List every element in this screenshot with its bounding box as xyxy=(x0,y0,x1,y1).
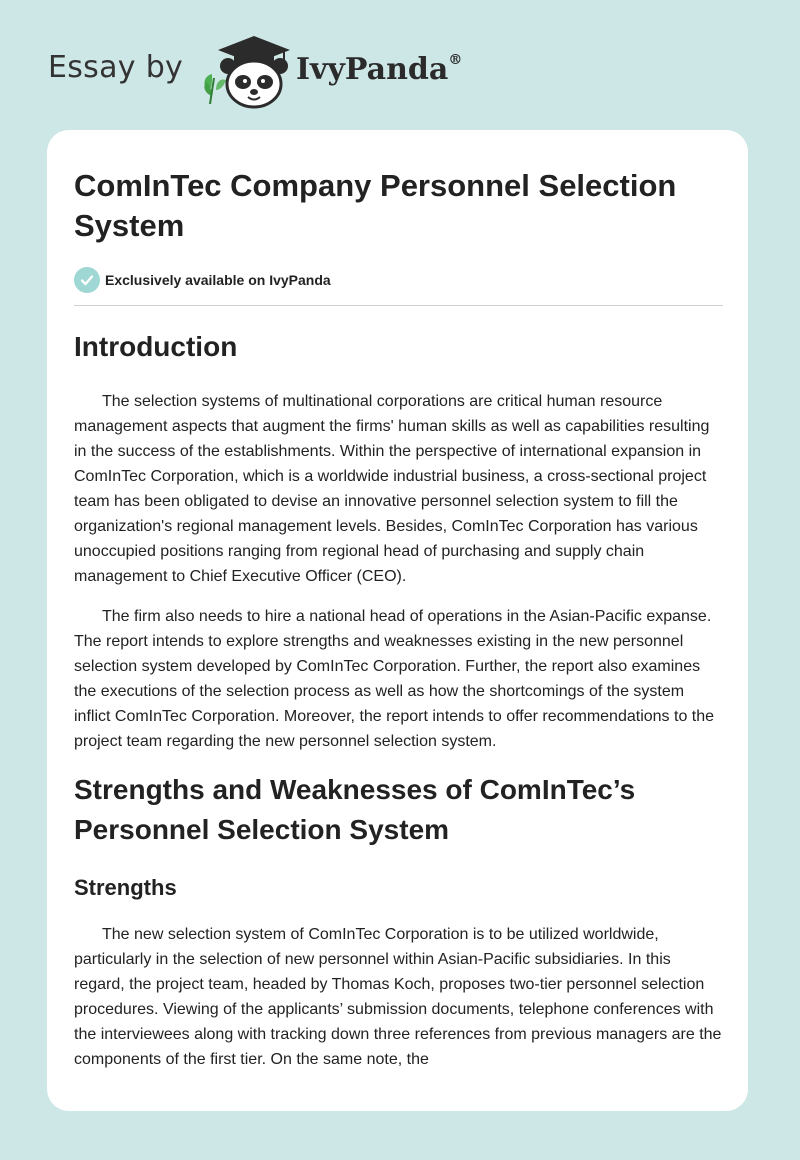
panda-graduate-icon[interactable] xyxy=(198,34,294,110)
strengths-paragraph-1: The new selection system of ComInTec Corporation is to be utilized worldwide, particularly in the selection of new personnel within Asian-Pacific subsidiaries. In this regard, the project team, headed by Thomas Koch, proposes two-tier personnel selection procedures. Viewing of the applicants’ submission documents, telephone conferences with the interviewees along with tracking down three references from previous managers are the components of the first tier. On the same note, the xyxy=(74,926,722,1068)
essay-content xyxy=(74,166,724,1072)
trademark-symbol: ® xyxy=(448,52,463,68)
section-heading-introduction: Introduction xyxy=(74,331,238,362)
introduction-paragraph-2: The firm also needs to hire a national head of operations in the Asian-Pacific expanse. The report intends to explore strengths and weaknesses existing in the new personnel selection system developed by ComInTec Corporation. Further, the report also examines the executions of the selection process as well as how the shortcomings of the system inflict ComInTec Corporation. Moreover, the report intends to offer recommendations to the project team regarding the new personnel selection system. xyxy=(74,608,715,750)
essay-by-label: Essay by xyxy=(48,50,184,85)
introduction-paragraph-1: The selection systems of multinational corporations are critical human resource management aspects that augment the firms' human skills as well as capabilities resulting in the success of the establishments. Within the perspective of international expansion in ComInTec Corporation, which is a worldwide industrial business, a cross-sectional project team has been obligated to devise an innovative personnel selection system to fill the organization's regional management levels. Besides, ComInTec Corporation has various unoccupied positions ranging from regional head of purchasing and supply chain management to Chief Executive Officer (CEO). xyxy=(74,393,710,585)
exclusive-badge-text: Exclusively available on IvyPanda xyxy=(105,272,331,288)
title-divider xyxy=(74,305,723,306)
essay-title: ComInTec Company Personnel Selection System xyxy=(74,168,677,243)
brand-name[interactable] xyxy=(296,52,462,87)
subheading-strengths: Strengths xyxy=(74,875,177,900)
check-icon xyxy=(74,267,100,293)
exclusive-badge xyxy=(74,266,724,294)
brand-name-text: IvyPanda xyxy=(296,52,449,87)
essay-card xyxy=(47,130,748,1111)
site-header xyxy=(48,30,748,110)
section-heading-strengths-weaknesses: Strengths and Weaknesses of ComInTec’s Personnel Selection System xyxy=(74,774,636,845)
